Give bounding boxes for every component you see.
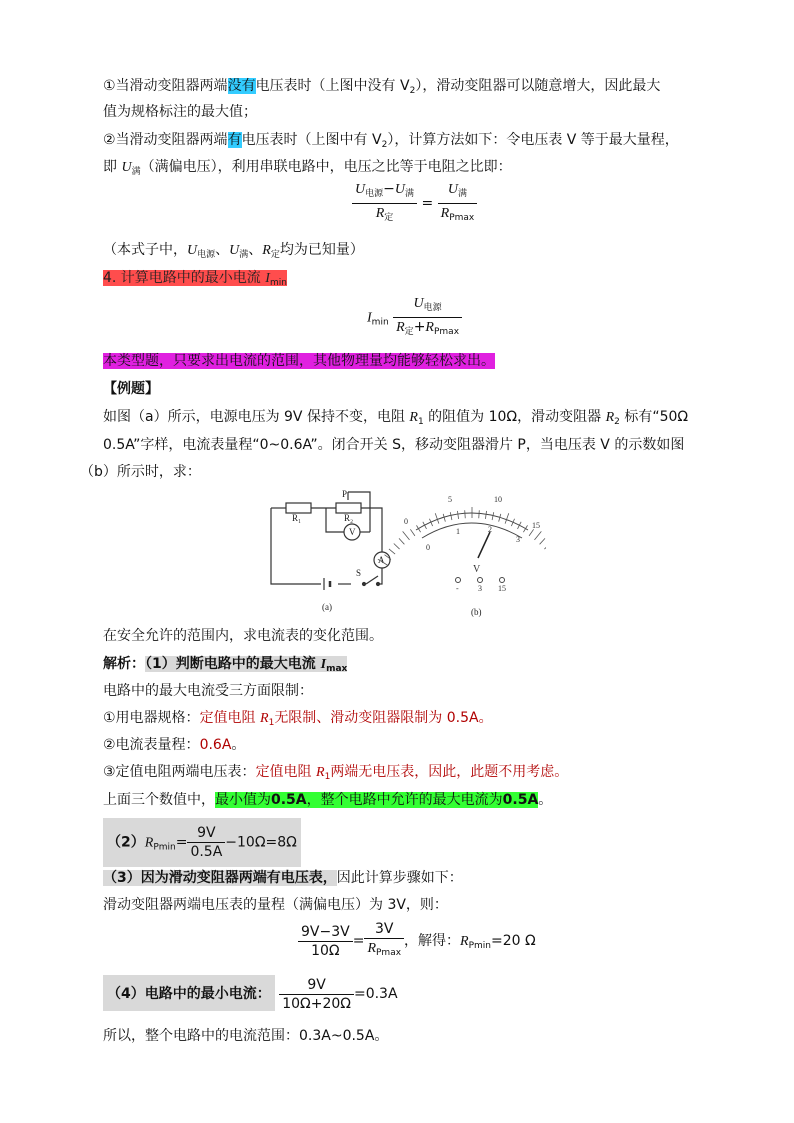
terminal-post	[478, 578, 483, 583]
sep: 、	[248, 242, 263, 258]
sub: min	[269, 278, 287, 288]
wire	[348, 492, 370, 532]
highlight-text: 没有	[227, 78, 256, 94]
fraction	[279, 976, 354, 1013]
scale-top-5: 5	[448, 495, 452, 504]
red-text	[256, 764, 569, 780]
dial-tick	[534, 531, 541, 540]
sub: 电源	[365, 189, 384, 199]
highlight	[103, 270, 287, 286]
text: 标有“50Ω	[619, 409, 689, 425]
eq: =	[175, 834, 188, 851]
r: R	[605, 410, 615, 425]
equals: =	[421, 195, 434, 212]
sub: 1	[417, 417, 424, 427]
sub: 定	[384, 213, 394, 223]
text: 定值电阻	[199, 710, 261, 726]
example-line-1	[103, 407, 688, 432]
text: 。	[538, 792, 553, 808]
dial-tick	[485, 511, 486, 519]
denominator	[352, 204, 417, 227]
example-line-3: （b）所示时，求：	[80, 464, 201, 480]
para-1-line-1	[103, 76, 660, 101]
highlight	[215, 792, 538, 808]
terminal-minus: -	[456, 584, 459, 593]
text: （满偏电压），利用串联电路中，电压之比等于电阻之比即：	[140, 159, 512, 175]
text: =20 Ω	[491, 933, 536, 949]
r: R	[316, 765, 325, 780]
denominator: 10Ω	[311, 942, 340, 959]
sub: Pmax	[433, 327, 460, 337]
fraction-left	[352, 180, 417, 227]
resistor-r1	[286, 503, 311, 513]
fraction	[298, 923, 353, 960]
sub: 2	[614, 417, 620, 427]
label-a: A	[378, 555, 385, 565]
u: U	[447, 182, 459, 197]
text: ①当滑动变阻器两端	[103, 78, 228, 94]
text: 电压表时（上图中有 V	[241, 132, 382, 148]
solution-step-4	[103, 975, 398, 1013]
denominator: 10Ω+20Ω	[282, 995, 351, 1012]
text: 即	[103, 159, 122, 175]
constraint-3	[103, 762, 568, 787]
final-line: 所以，整个电路中的电流范围：0.3A~0.5A。	[103, 1028, 389, 1044]
r: R	[409, 410, 418, 425]
numerator: 3V	[364, 920, 404, 939]
scale-top-0: 0	[404, 517, 408, 526]
text: 的阻值为 10Ω，滑动变阻器	[423, 409, 606, 425]
tip-text: 本类型题，只要求出电流的范围，其他物理量均能够轻松求出。	[103, 353, 495, 369]
r: R	[260, 711, 269, 726]
solution-step-3	[103, 868, 463, 888]
dial-arc-inner	[422, 523, 522, 538]
dial-tick	[540, 538, 545, 544]
sub: min	[371, 317, 389, 328]
para-2-line-2	[103, 157, 512, 182]
text: ，整个电路中允许的最大电流为	[306, 792, 503, 808]
wire	[326, 508, 344, 532]
sub: Pmin	[468, 941, 492, 951]
eq: =	[352, 933, 365, 949]
numerator: 9V	[187, 824, 225, 843]
label-r2: R₂	[344, 513, 354, 523]
dial-tick	[457, 511, 458, 519]
u: U	[413, 296, 424, 311]
terminal-post	[500, 578, 505, 583]
text: 定值电阻	[255, 764, 317, 780]
denominator: 0.5A	[190, 844, 223, 860]
tip-line	[103, 351, 495, 371]
dial-tick	[479, 510, 480, 518]
text: ①用电器规格：	[103, 710, 200, 726]
formula-step-3	[298, 920, 536, 962]
sub: 定	[404, 327, 414, 337]
terminal-3: 3	[478, 584, 482, 593]
text: 。	[231, 737, 246, 753]
needle	[478, 532, 490, 558]
text: ③定值电阻两端电压表：	[103, 764, 256, 780]
sub: 满	[458, 189, 468, 199]
subscript: 2	[381, 140, 388, 150]
highlight-text: （4）电路中的最小电流：	[103, 975, 275, 1011]
constraint-1	[103, 708, 493, 733]
resistor-r2	[336, 503, 361, 513]
scale-top-15: 15	[532, 521, 540, 530]
label-r1: R₁	[292, 513, 302, 523]
text: 最小值为	[215, 792, 271, 808]
dial-tick	[529, 529, 534, 536]
wire	[378, 568, 382, 584]
numerator	[352, 180, 417, 204]
text: 0.5A	[271, 792, 307, 808]
highlight-box	[103, 818, 301, 867]
text: =0.3A	[353, 986, 398, 1002]
sub: 1	[324, 772, 331, 782]
scale-bottom-3: 3	[516, 535, 520, 544]
scale-bottom-0: 0	[426, 543, 430, 552]
circuit-figure	[266, 488, 546, 618]
red-text	[200, 710, 493, 726]
text: −10Ω=8Ω	[225, 834, 297, 851]
fraction	[187, 824, 225, 861]
voltmeter-dial	[378, 495, 546, 593]
text: 如图（a）所示，电源电压为 9V 保持不变，电阻	[103, 409, 410, 425]
text: ②电流表量程：	[103, 737, 200, 753]
subscript: 2	[409, 86, 416, 96]
example-heading: 【例题】	[103, 381, 159, 397]
dial-tick	[505, 513, 509, 523]
dial-tick	[465, 510, 466, 518]
text: 0.5A	[502, 792, 539, 808]
constraint-2	[103, 735, 245, 755]
para-1-line-2: 值为规格标注的最大值；	[103, 104, 257, 120]
i: I	[367, 310, 372, 326]
u: U	[394, 182, 405, 197]
solution-step-1	[103, 654, 347, 679]
switch-lever	[366, 576, 378, 584]
i: I	[320, 657, 327, 672]
fraction	[393, 294, 462, 341]
text: （2）	[107, 834, 145, 851]
label-s: S	[356, 568, 362, 578]
text: 因此计算步骤如下：	[336, 870, 463, 886]
u: U	[229, 243, 240, 258]
example-line-2: 0.5A”字样，电流表量程“0~0.6A”。闭合开关 S，移动变阻器滑片 P，当电压表 V 的示数如图	[103, 437, 685, 453]
note-line	[103, 240, 364, 265]
denominator	[393, 318, 462, 341]
symbol-u: U	[121, 160, 132, 175]
highlight	[145, 656, 347, 672]
scale-bottom-1: 1	[456, 527, 460, 536]
text: ），滑动变阻器可以随意增大，因此最大	[415, 78, 661, 94]
r: R	[367, 941, 376, 956]
denominator	[438, 204, 478, 227]
question-line: 在安全允许的范围内，求电流表的变化范围。	[103, 628, 383, 644]
sub: 满	[239, 250, 249, 260]
text: 解析：	[103, 656, 145, 672]
meter-v-label: V	[473, 564, 481, 575]
sub: 满	[405, 189, 415, 199]
dial-tick	[435, 513, 439, 523]
fraction	[364, 920, 404, 962]
text: （本式子中，	[103, 242, 187, 258]
r: R	[440, 206, 450, 221]
subscript: 满	[131, 167, 141, 177]
highlight-text: （3）因为滑动变阻器两端有电压表，	[103, 870, 337, 886]
step-4-heading	[103, 268, 287, 293]
label-b-caption: (b)	[471, 607, 482, 617]
sub: max	[326, 664, 348, 674]
label-p: P	[342, 489, 348, 499]
label-v: V	[349, 527, 356, 537]
scale-top-10: 10	[494, 495, 502, 504]
r: R	[425, 320, 434, 335]
sub: Pmin	[153, 842, 176, 853]
dial-tick	[544, 544, 546, 550]
i: I	[265, 271, 270, 286]
solution-step-2	[103, 818, 301, 867]
terminal-15: 15	[498, 584, 506, 593]
para-2-line-1	[103, 130, 679, 155]
sub: Pmax	[449, 213, 475, 223]
numerator: 9V−3V	[298, 923, 353, 942]
switch-contact	[363, 583, 366, 586]
text: ，解得：	[404, 933, 461, 949]
red-text: 0.6A	[199, 737, 232, 753]
u: U	[355, 182, 366, 197]
dial-tick	[450, 512, 452, 520]
dial-ticks	[378, 507, 546, 565]
r: R	[375, 206, 385, 221]
text: 上面三个数值中，	[103, 792, 215, 808]
numerator	[438, 180, 478, 204]
text: ②当滑动变阻器两端	[103, 132, 228, 148]
wire	[361, 508, 382, 552]
highlight-text: 有	[227, 132, 242, 148]
limits-line: 电路中的最大电流受三方面限制：	[103, 683, 313, 699]
u: U	[187, 243, 198, 258]
denominator	[364, 939, 404, 962]
formula-min-current	[367, 294, 462, 341]
numerator	[393, 294, 462, 318]
text: 两端无电压表，因此，此题不用考虑。	[330, 764, 569, 780]
plus: +	[413, 319, 426, 335]
label-a-caption: (a)	[322, 602, 332, 612]
text: （1）判断电路中的最大电流	[145, 656, 321, 672]
minus: −	[383, 181, 395, 197]
fraction-right	[438, 180, 478, 227]
r: R	[262, 243, 271, 258]
dial-tick	[403, 531, 410, 540]
text: 电压表时（上图中没有 V	[255, 78, 410, 94]
scale-bottom-2: 2	[488, 525, 492, 534]
dial-tick	[394, 544, 400, 550]
numerator: 9V	[279, 976, 354, 995]
sep: 、	[215, 242, 230, 258]
sub: 定	[270, 250, 280, 260]
terminal-post	[456, 578, 461, 583]
text: 无限制、滑动变阻器限制为 0.5A。	[274, 710, 493, 726]
dial-tick	[389, 549, 395, 554]
dial-tick	[410, 529, 415, 536]
r: R	[396, 320, 405, 335]
r: R	[460, 934, 469, 949]
formula-voltage-ratio	[352, 180, 477, 227]
sub: 电源	[197, 250, 216, 260]
text: ），计算方法如下：令电压表 V 等于最大量程，	[387, 132, 679, 148]
text: 均为已知量）	[279, 242, 364, 258]
sub: Pmax	[376, 948, 402, 958]
sub: 电源	[423, 303, 442, 313]
dial-tick	[492, 512, 494, 520]
switch-contact	[377, 583, 380, 586]
circuit-diagram	[271, 492, 390, 590]
summary-line	[103, 790, 552, 810]
sub: 1	[268, 718, 275, 728]
step-3-line: 滑动变阻器两端电压表的量程（满偏电压）为 3V，则：	[103, 897, 448, 913]
r: R	[144, 835, 154, 851]
dial-tick	[399, 538, 404, 544]
text: 4. 计算电路中的最小电流	[103, 270, 266, 286]
